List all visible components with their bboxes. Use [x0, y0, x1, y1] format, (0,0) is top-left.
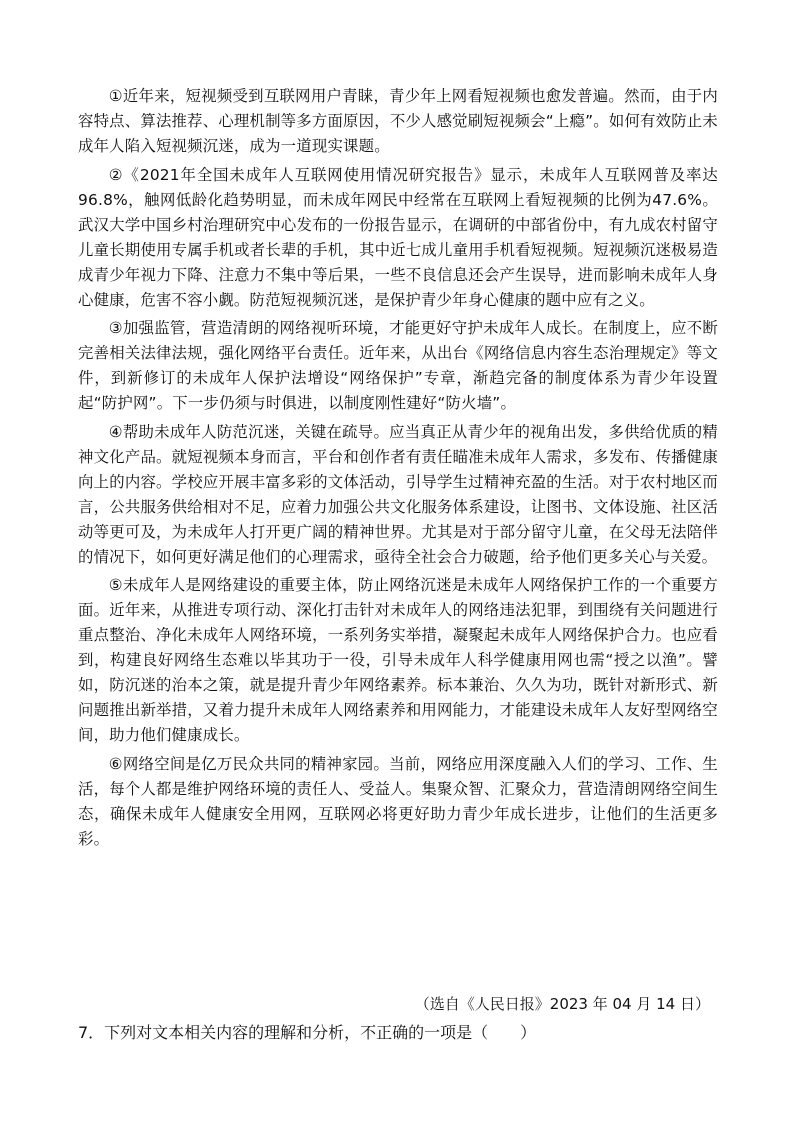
paragraph-5: ⑤未成年人是网络建设的重要主体，防止网络沉迷是未成年人网络保护工作的一个重要方面。近年来，从推进专项行动、深化打击针对未成年人的网络违法犯罪，到围绕有关问题进行重点整治、净化未成年人网络环境，一系列务实举措，凝聚起未成年人网络保护合力。也应看到，构建良好网络生态难以毕其功于一役，引导未成年人科学健康用网也需“授之以渔”。譬如，防沉迷的治本之策，就是提升青少年网络素养。标本兼治、久久为功，既针对新形式、新问题推出新举措，又着力提升未成年人网络素养和用网能力，才能建设未成年人友好型网络空间，助力他们健康成长。: [78, 576, 718, 744]
question-7: 7．下列对文本相关内容的理解和分析，不正确的一项是（ ）: [78, 1023, 537, 1042]
paragraph-6: ⑥网络空间是亿万民众共同的精神家园。当前，网络应用深度融入人们的学习、工作、生活，每个人都是维护网络环境的责任人、受益人。集聚众智、汇聚众力，营造清朗网络空间生态，确保未成年人健康安全用网，互联网必将更好助力青少年成长进步，让他们的生活更多彩。: [78, 754, 718, 848]
paragraph-3: ③加强监管，营造清朗的网络视听环境，才能更好守护未成年人成长。在制度上，应不断完善相关法律法规，强化网络平台责任。近年来，从出台《网络信息内容生态治理规定》等文件，到新修订的未成年人保护法增设“网络保护”专章，渐趋完备的制度体系为青少年设置起“防护网”。下一步仍须与时俱进，以制度刚性建好“防火墙”。: [78, 319, 718, 412]
paragraph-2: ②《2021年全国未成年人互联网使用情况研究报告》显示，未成年人互联网普及率达96.8%，触网低龄化趋势明显，而未成年网民中经常在互联网上看短视频的比例为47.6%。武汉大学中国乡村治理研究中心发布的一份报告显示，在调研的中部省份中，有九成农村留守儿童长期使用专属手机或者长辈的手机，其中近七成儿童用手机看短视频。短视频沉迷极易造成青少年视力下降、注意力不集中等后果，一些不良信息还会产生误导，进而影响未成年人身心健康，危害不容小觑。防范短视频沉迷，是保护青少年身心健康的题中应有之义。: [78, 165, 718, 309]
paragraph-4: ④帮助未成年人防范沉迷，关键在疏导。应当真正从青少年的视角出发，多供给优质的精神文化产品。就短视频本身而言，平台和创作者有责任瞄准未成年人需求，多发布、传播健康向上的内容。学校应开展丰富多彩的文体活动，引导学生过精神充盈的生活。对于农村地区而言，公共服务供给相对不足，应着力加强公共文化服务体系建设，让图书、文体设施、社区活动等更可及，为未成年人打开更广阔的精神世界。尤其是对于部分留守儿童，在父母无法陪伴的情况下，如何更好满足他们的心理需求，亟待全社会合力破题，给予他们更多关心与关爱。: [78, 422, 718, 566]
source-citation: （选自《人民日报》2023 年 04 月 14 日）: [414, 995, 710, 1013]
article-body: [78, 84, 718, 855]
paragraph-1: ①近年来，短视频受到互联网用户青睐，青少年上网看短视频也愈发普遍。然而，由于内容特点、算法推荐、心理机制等多方面原因，不少人感觉刷短视频会“上瘾”。如何有效防止未成年人陷入短视频沉迷，成为一道现实课题。: [78, 87, 718, 155]
